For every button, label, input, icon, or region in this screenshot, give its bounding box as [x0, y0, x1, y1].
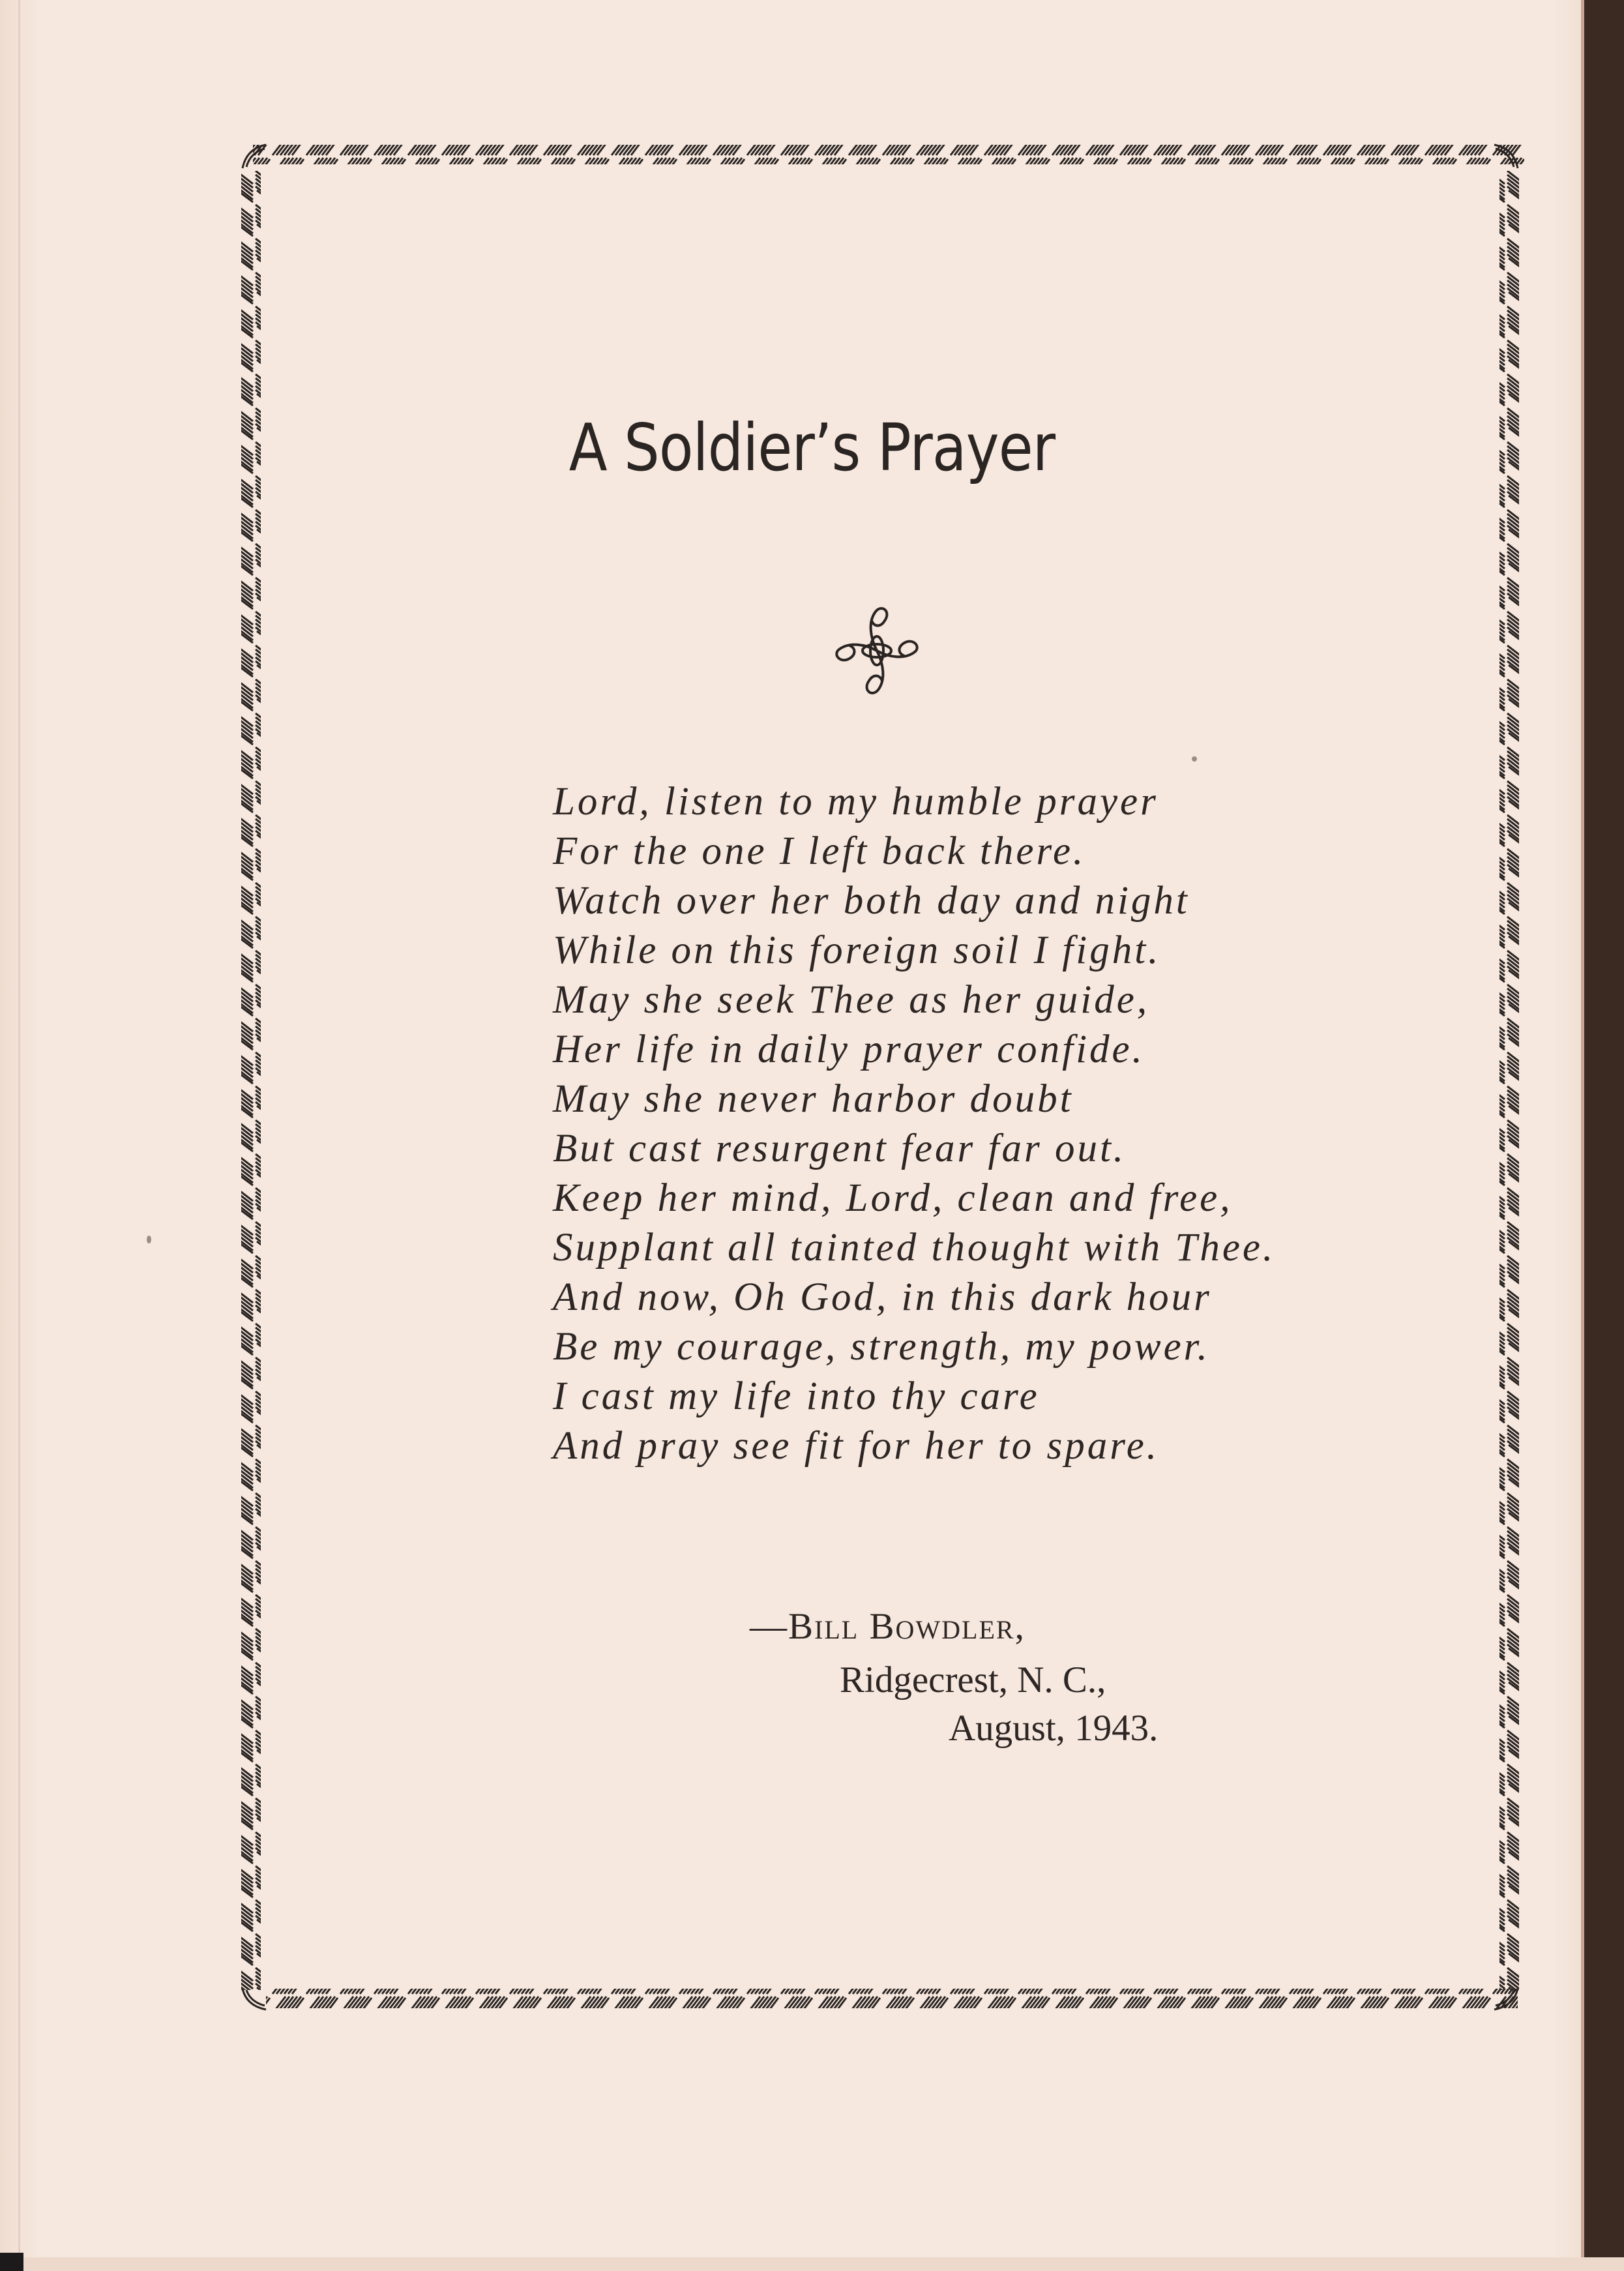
poem-line: But cast resurgent fear far out.	[553, 1127, 1127, 1170]
poem-stanza	[553, 777, 1275, 1471]
poem-line: May she seek Thee as her guide,	[553, 978, 1150, 1022]
poem-line: May she never harbor doubt	[553, 1077, 1074, 1121]
poem-line: Her life in daily prayer confide.	[553, 1028, 1145, 1071]
poem-line: Be my courage, strength, my power.	[553, 1325, 1210, 1369]
poem-line: Keep her mind, Lord, clean and free,	[553, 1176, 1233, 1220]
poem-line: And now, Oh God, in this dark hour	[553, 1275, 1212, 1319]
author-date: August, 1943.	[949, 1708, 1159, 1749]
poem-line: While on this foreign soil I fight.	[553, 928, 1161, 972]
paper-speck	[147, 1236, 151, 1243]
poem-line: Watch over her both day and night	[553, 879, 1190, 923]
author-place: Ridgecrest, N. C.,	[840, 1659, 1106, 1700]
knot-ornament-icon	[831, 599, 923, 703]
paper-speck	[1192, 756, 1197, 762]
poem-line: Lord, listen to my humble prayer	[553, 780, 1159, 824]
poem-line: I cast my life into thy care	[553, 1374, 1040, 1418]
author-name: —Bill Bowdler,	[750, 1606, 1026, 1647]
poem-line: And pray see fit for her to spare.	[553, 1424, 1160, 1468]
poem-line: For the one I left back there.	[553, 829, 1086, 873]
poem-line: Supplant all tainted thought with Thee.	[553, 1226, 1276, 1269]
page-title: A Soldier’s Prayer	[568, 409, 1056, 486]
